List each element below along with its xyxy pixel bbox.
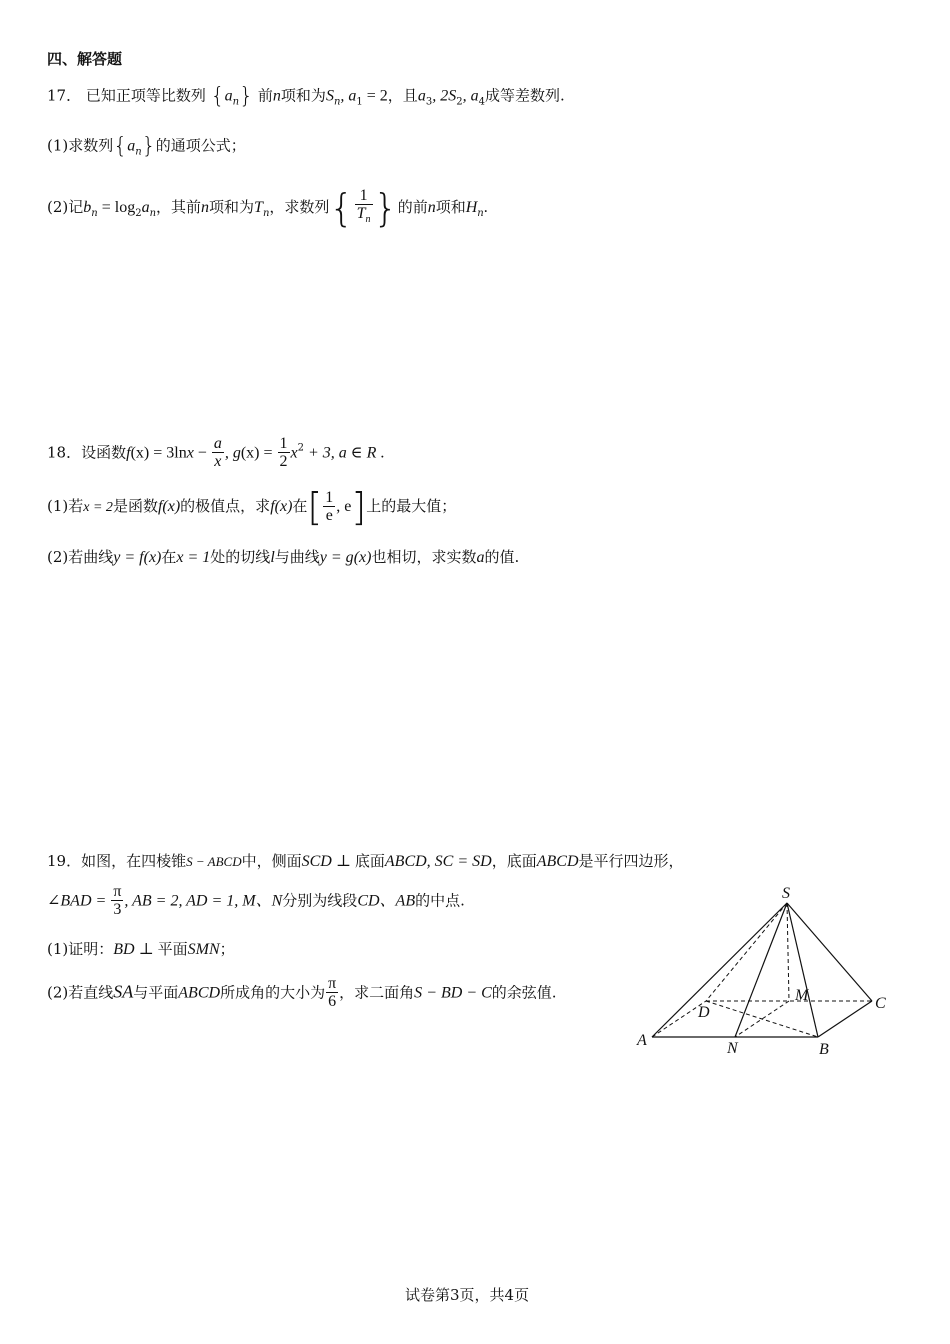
- q19-text-c: 底面: [354, 852, 385, 870]
- edge-SA: [652, 903, 787, 1037]
- q18-f-x: x: [186, 444, 194, 462]
- q18-p1-int-right: , e: [336, 498, 352, 515]
- label-M: M: [795, 987, 809, 1004]
- label-N: N: [727, 1040, 738, 1057]
- q18-p1-int-den: e: [325, 506, 333, 524]
- q18-p2-l: l: [270, 549, 275, 566]
- q19-pi-frac: [111, 884, 123, 919]
- q19-base2: ABCD: [536, 853, 579, 870]
- q19-stem-line2: [47, 884, 465, 919]
- q19-part1: [47, 938, 235, 959]
- label-D: D: [698, 1004, 710, 1021]
- q18-p1-fx: (x): [162, 498, 181, 515]
- q18-p1-text-c: 的极值点，求: [180, 497, 271, 515]
- q18-p2-label: (2): [47, 548, 69, 566]
- q17-S2-sub: 2: [456, 96, 463, 108]
- q17-number: 17．: [47, 86, 82, 105]
- q19-p2-pi-den: 6: [328, 993, 337, 1010]
- q19-text-b: 中，侧面: [241, 852, 302, 870]
- section-heading: 四、解答题: [47, 50, 123, 68]
- label-A: A: [637, 1032, 647, 1049]
- q19-base: ABCD, SC = SD: [384, 853, 492, 870]
- q17-n: n: [272, 87, 281, 105]
- q19-p2-sa: SA: [113, 981, 134, 1002]
- q19-p1-end: ；: [219, 940, 235, 958]
- q19-text-a: 如图，在四棱锥: [81, 852, 187, 870]
- q17-p2-text-c: 项和为: [209, 198, 255, 216]
- q19-number: 19．: [47, 852, 82, 870]
- right-bracket: ]: [351, 485, 367, 529]
- pyramid-figure: [630, 880, 900, 1060]
- q17-p2-T-sub: n: [262, 208, 270, 219]
- q17-p2-text-a: 记: [68, 198, 84, 216]
- q19-p2-text-c: 所成角的大小为: [220, 983, 326, 1002]
- q18-minus: −: [193, 444, 211, 462]
- q17-text-b: 前: [257, 86, 273, 105]
- q19-p1-label: (1): [47, 940, 69, 958]
- q18-frac-half-den: 2: [279, 453, 288, 470]
- right-brace: }: [141, 134, 156, 159]
- page-footer: 试卷第3页，共4页: [405, 1286, 530, 1304]
- edge-SD: [706, 903, 787, 1001]
- q17-p2-a: a: [141, 199, 150, 216]
- q18-frac-a-den: x: [214, 453, 222, 470]
- left-brace: {: [210, 84, 225, 109]
- q17-S: S: [325, 87, 334, 105]
- q19-text-e: 是平行四边形，: [578, 852, 684, 870]
- q19-pi-den: 3: [113, 901, 122, 918]
- q17-p2-log-base: 2: [135, 208, 142, 219]
- q19-stem-line1: [47, 850, 684, 871]
- q17-cond-sub: 1: [356, 96, 363, 108]
- q17-a4: , a: [462, 87, 479, 105]
- q18-p2-a: a: [476, 549, 485, 566]
- q17-p2-n2: n: [427, 199, 436, 216]
- q18-p2-curve2: y = g: [319, 549, 354, 566]
- q19-text-d: ，底面: [491, 852, 537, 870]
- q19-p1-text-a: 证明：: [68, 940, 114, 958]
- q18-p2-text-b: 在: [161, 548, 177, 566]
- q18-p1-f2: f: [270, 498, 275, 515]
- label-B: B: [819, 1041, 829, 1058]
- q18-p2-curve: y = f: [113, 549, 144, 566]
- q17-p2-T: T: [254, 199, 263, 216]
- q19-p2-text-d: ，求二面角: [339, 983, 415, 1002]
- q18-number: 18．: [47, 443, 82, 462]
- q18-g-end: .: [376, 444, 385, 462]
- q17-p2-frac-den: T: [356, 204, 366, 222]
- q18-g-rest: + 3, a ∈ R: [304, 444, 377, 462]
- q17-p2-b: b: [83, 199, 92, 216]
- q19-angle: ∠BAD =: [47, 892, 111, 910]
- q18-p2-curve-x: (x): [143, 549, 162, 566]
- q18-frac-half-num: 1: [279, 435, 288, 452]
- q17-p2-text-d: ，求数列: [269, 198, 330, 216]
- q19-p1-bd: BD ⊥: [113, 941, 158, 958]
- left-brace: {: [329, 186, 354, 230]
- q18-p2-text-f: 的值.: [484, 548, 520, 566]
- q18-g-x2: x: [290, 444, 298, 462]
- q17-a4-sub: 4: [478, 96, 485, 108]
- q18-p2-curve2-x: (x): [353, 549, 372, 566]
- q18-frac-a-num: a: [213, 435, 222, 452]
- q17-p2-n: n: [201, 199, 210, 216]
- q19-pyr: S − ABCD: [186, 854, 242, 869]
- q19-seg: CD、AB: [357, 892, 416, 910]
- segment-SN: [735, 903, 787, 1037]
- q18-p1-text-b: 是函数: [112, 497, 158, 515]
- q17-cond: , a: [340, 87, 357, 105]
- q19-p2-text-e: 的余弦值.: [491, 983, 557, 1002]
- q18-p2-text-c: 处的切线: [210, 548, 271, 566]
- q17-p2-eq: = log: [97, 199, 136, 216]
- q19-text-g: 的中点.: [415, 891, 465, 910]
- q19-scd: SCD: [301, 853, 332, 870]
- q18-p2-text-d: 与曲线: [274, 548, 320, 566]
- left-brace: {: [113, 134, 128, 159]
- q17-a3: a: [417, 87, 426, 105]
- q19-p2-dihedral: S − BD − C: [414, 984, 492, 1002]
- q18-p1-text-e: 上的最大值；: [366, 497, 457, 515]
- q18-frac-half: [278, 436, 290, 471]
- q17-S-sub: n: [333, 96, 341, 108]
- q18-frac-a: [212, 436, 224, 471]
- q19-cond-rest: , AB = 2, AD = 1, M、N: [124, 892, 283, 910]
- q19-p2-text-b: 与平面: [133, 983, 179, 1002]
- q17-p2-H-sub: n: [477, 208, 484, 219]
- q19-p2-pi-frac: [326, 976, 338, 1011]
- q17-a3-sub: 3: [425, 96, 433, 108]
- q17-p2-H: H: [465, 199, 478, 216]
- label-S: S: [782, 885, 790, 902]
- q17-stem: [47, 84, 565, 109]
- q19-pi-num: π: [113, 883, 122, 900]
- right-brace: }: [373, 186, 398, 230]
- q17-p2-a-sub: n: [149, 208, 157, 219]
- q18-p2-text-e: 也相切，求实数: [371, 548, 477, 566]
- q17-p2-text-e: 的前: [397, 198, 428, 216]
- q17-text-e: 成等差数列.: [484, 86, 565, 105]
- q18-f-paren: (x) = 3ln: [130, 444, 187, 462]
- q18-p1-int-num: 1: [325, 488, 334, 506]
- q17-part1: [47, 134, 246, 159]
- q18-p1-f: f: [157, 498, 163, 515]
- q18-p1-text-d: 在: [292, 497, 308, 515]
- q18-p2-text-a: 若曲线: [68, 548, 114, 566]
- q17-text-a: 已知正项等比数列: [85, 86, 206, 105]
- q19-p2-abcd: ABCD: [178, 984, 221, 1002]
- q17-p2-end: .: [483, 199, 488, 216]
- q18-g: , g: [224, 444, 241, 462]
- q18-p1-label: (1): [47, 497, 69, 515]
- q17-text-c: 项和为: [280, 86, 326, 105]
- q18-part2: [47, 546, 519, 567]
- q17-p1-text-a: 求数列: [68, 136, 114, 155]
- segment-BD: [706, 1001, 818, 1037]
- left-bracket: [: [307, 485, 323, 529]
- q17-p1-text-b: 的通项公式；: [155, 136, 246, 155]
- q19-perp: ⊥: [331, 853, 355, 870]
- q18-p1-fx2: (x): [274, 498, 293, 515]
- right-brace: }: [239, 84, 254, 109]
- q18-p1-cond: x = 2: [83, 500, 113, 515]
- q17-p2-b-sub: n: [91, 208, 98, 219]
- q19-p1-text-b: 平面: [157, 940, 188, 958]
- q17-text-d: ，且: [387, 86, 418, 105]
- q17-p1-seq: a: [127, 137, 136, 155]
- q18-f: f: [126, 444, 131, 462]
- q19-part2: [47, 976, 557, 1011]
- edge-SB: [787, 903, 818, 1037]
- q18-g-paren: (x) =: [240, 444, 277, 462]
- q17-p2-label: (2): [47, 198, 69, 216]
- q18-stem: [47, 436, 384, 471]
- q18-text-a: 设函数: [81, 443, 127, 462]
- q18-p1-interval-frac: [323, 490, 335, 525]
- q19-p2-label: (2): [47, 983, 69, 1002]
- q17-part2: [47, 186, 488, 230]
- segment-SM: [787, 903, 789, 1001]
- q17-p1-label: (1): [47, 136, 69, 155]
- q18-part1: [47, 485, 456, 529]
- q17-p2-frac-num: 1: [355, 188, 373, 205]
- q18-p2-pt: x = 1: [176, 549, 211, 566]
- q19-p2-text-a: 若直线: [68, 983, 114, 1002]
- label-C: C: [875, 995, 886, 1012]
- q17-p2-text-f: 项和: [435, 198, 466, 216]
- q19-text-f: 分别为线段: [282, 891, 358, 910]
- q17-p1-seq-sub: n: [135, 146, 142, 158]
- q19-p2-pi-num: π: [328, 975, 337, 992]
- q17-p2-text-b: ，其前: [156, 198, 202, 216]
- q17-p2-fraction: [355, 188, 373, 229]
- q19-p1-smn: SMN: [187, 941, 220, 958]
- q17-p2-frac-den-sub: n: [365, 213, 371, 225]
- seq-a: a: [224, 87, 233, 105]
- q17-2S2: , 2S: [432, 87, 457, 105]
- q17-cond-val: = 2: [362, 87, 388, 105]
- seq-a-sub: n: [232, 96, 240, 108]
- q18-p1-text-a: 若: [68, 497, 84, 515]
- q18-g-sup: 2: [297, 442, 304, 454]
- edge-BC: [818, 1001, 872, 1037]
